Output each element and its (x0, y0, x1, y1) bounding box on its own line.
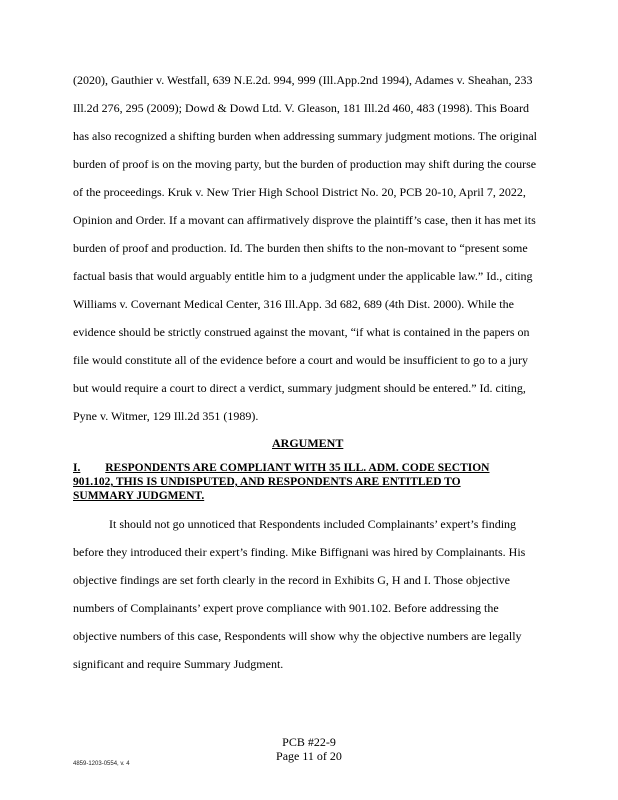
text-line: has also recognized a shifting burden when addressing summary judgment motions. The original (73, 129, 538, 143)
argument-heading: ARGUMENT (272, 436, 344, 450)
text-line: objective findings are set forth clearly in the record in Exhibits G, H and I. Those objective (73, 573, 510, 587)
text-line: significant and require Summary Judgment. (73, 657, 284, 671)
text-line: file would constitute all of the evidence before a court and would be insufficient to go to a jury (73, 353, 528, 367)
section-number: I. (73, 462, 81, 474)
footer-case-number: PCB #22-9 (282, 735, 336, 749)
text-line: factual basis that would arguably entitle him to a judgment under the applicable law.” Id., citing (73, 269, 533, 283)
section-title-line-1: RESPONDENTS ARE COMPLIANT WITH 35 ILL. ADM. CODE SECTION (105, 462, 490, 474)
text-line: Williams v. Covernant Medical Center, 316 Ill.App. 3d 682, 689 (4th Dist. 2000). While the (73, 297, 514, 311)
text-line: It should not go unnoticed that Respondents included Complainants’ expert’s finding (109, 517, 517, 531)
text-line: (2020), Gauthier v. Westfall, 639 N.E.2d. 994, 999 (Ill.App.2nd 1994), Adames v. Sheahan, 233 (73, 73, 533, 87)
text-line: Pyne v. Witmer, 129 Ill.2d 351 (1989). (73, 409, 259, 423)
text-line: Opinion and Order. If a movant can affirmatively disprove the plaintiff’s case, then it has met its (73, 213, 536, 227)
text-line: evidence should be strictly construed against the movant, “if what is contained in the papers on (73, 325, 530, 339)
text-line: objective numbers of this case, Respondents will show why the objective numbers are legally (73, 629, 522, 643)
section-line-2 (73, 476, 461, 489)
footer-doc-id: 4859-1203-0554, v. 4 (73, 761, 130, 767)
text-line: but would require a court to direct a verdict, summary judgment should be entered.” Id. citing, (73, 381, 526, 395)
text-line: numbers of Complainants’ expert prove compliance with 901.102. Before addressing the (73, 601, 499, 615)
text-line: of the proceedings. Kruk v. New Trier High School District No. 20, PCB 20-10, April 7, 2022, (73, 185, 526, 199)
text-line: burden of proof is on the moving party, but the burden of production may shift during the course (73, 157, 537, 171)
footer-page-number: Page 11 of 20 (276, 749, 342, 763)
section-title-line-2: 901.102, THIS IS UNDISPUTED, AND RESPONDENTS ARE ENTITLED TO (73, 476, 461, 488)
text-line: before they introduced their expert’s finding. Mike Biffignani was hired by Complainants. His (73, 545, 526, 559)
text-line: burden of proof and production. Id. The burden then shifts to the non-movant to “present some (73, 241, 528, 255)
text-line: Ill.2d 276, 295 (2009); Dowd & Dowd Ltd. V. Gleason, 181 Ill.2d 460, 483 (1998). This Board (73, 101, 529, 115)
section-title-line-3: SUMMARY JUDGMENT. (73, 490, 205, 502)
section-line-3 (73, 490, 204, 503)
section-line-1 (73, 462, 490, 475)
